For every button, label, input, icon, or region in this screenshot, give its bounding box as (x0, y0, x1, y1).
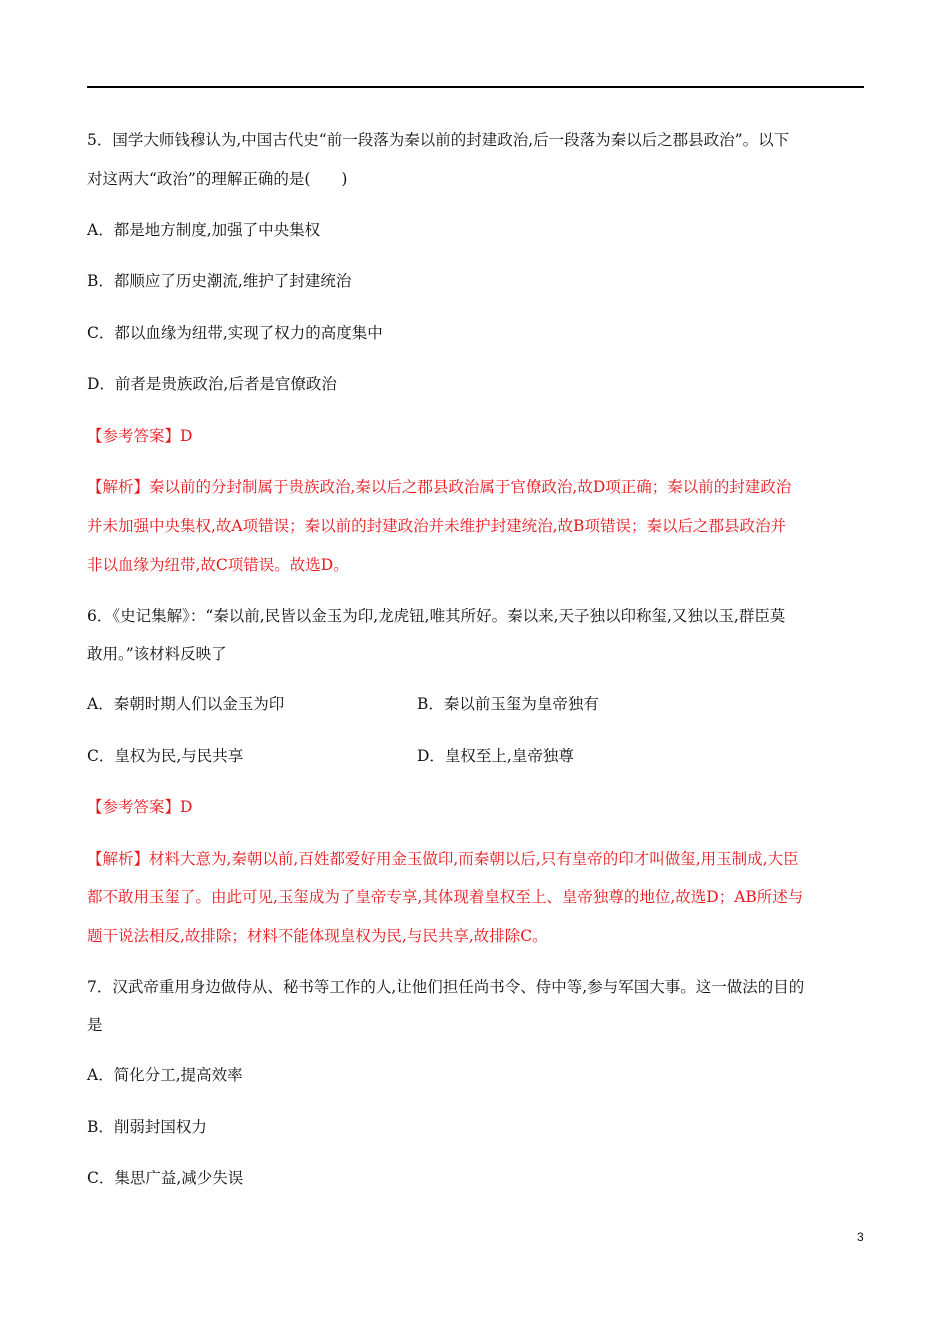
q5-stem-line2: 对这两大“政治”的理解正确的是( ) (87, 170, 348, 188)
q6-analysis-line3: 题干说法相反,故排除；材料不能体现皇权为民,与民共享,故排除C。 (87, 927, 548, 945)
q6-option-c: C．皇权为民,与民共享 (87, 747, 244, 765)
q7-stem-line1: 7．汉武帝重用身边做侍从、秘书等工作的人,让他们担任尚书令、侍中等,参与军国大事。这一做法的目的 (87, 978, 805, 996)
q6-stem-line1: 6．《史记集解》：“秦以前,民皆以金玉为印,龙虎钮,唯其所好。秦以来,天子独以印称玺,又独以玉,群臣莫 (87, 607, 786, 625)
q5-analysis-line1: 【解析】秦以前的分封制属于贵族政治,秦以后之郡县政治属于官僚政治,故D项正确；秦以前的封建政治 (87, 478, 792, 496)
q6-options-row1 (87, 694, 864, 714)
q6-stem-line2: 敢用。”该材料反映了 (87, 645, 227, 663)
q6-option-b: B．秦以前玉玺为皇帝独有 (417, 695, 599, 713)
q5-stem-line1: 5．国学大师钱穆认为,中国古代史“前一段落为秦以前的封建政治,后一段落为秦以后之郡县政治”。以下 (87, 131, 790, 149)
q5-option-c: C．都以血缘为纽带,实现了权力的高度集中 (87, 324, 383, 342)
q7-option-c: C．集思广益,减少失误 (87, 1169, 244, 1187)
q7-stem-line2: 是 (87, 1016, 103, 1034)
q6-options-row2 (87, 746, 864, 766)
q5-analysis-line3: 非以血缘为纽带,故C项错误。故选D。 (87, 556, 349, 574)
q6-analysis-line2: 都不敢用玉玺了。由此可见,玉玺成为了皇帝专享,其体现着皇权至上、皇帝独尊的地位,故选D；AB所述与 (87, 888, 804, 906)
q6-option-a: A．秦朝时期人们以金玉为印 (87, 695, 285, 713)
header-rule (87, 86, 864, 88)
q5-option-a: A．都是地方制度,加强了中央集权 (87, 221, 321, 239)
q5-option-b: B．都顺应了历史潮流,维护了封建统治 (87, 272, 352, 290)
q6-analysis-line1: 【解析】材料大意为,秦朝以前,百姓都爱好用金玉做印,而秦朝以后,只有皇帝的印才叫做玺,用玉制成,大臣 (87, 850, 799, 868)
q6-option-d: D．皇权至上,皇帝独尊 (417, 747, 574, 765)
q5-answer: 【参考答案】D (87, 427, 193, 445)
q5-option-d: D．前者是贵族政治,后者是官僚政治 (87, 375, 337, 393)
q7-option-b: B．削弱封国权力 (87, 1118, 207, 1136)
q6-answer: 【参考答案】D (87, 798, 193, 816)
page-number: 3 (857, 1230, 864, 1244)
q5-analysis-line2: 并未加强中央集权,故A项错误；秦以前的封建政治并未维护封建统治,故B项错误；秦以后之郡县政治并 (87, 517, 786, 535)
q7-option-a: A．简化分工,提高效率 (87, 1066, 243, 1084)
